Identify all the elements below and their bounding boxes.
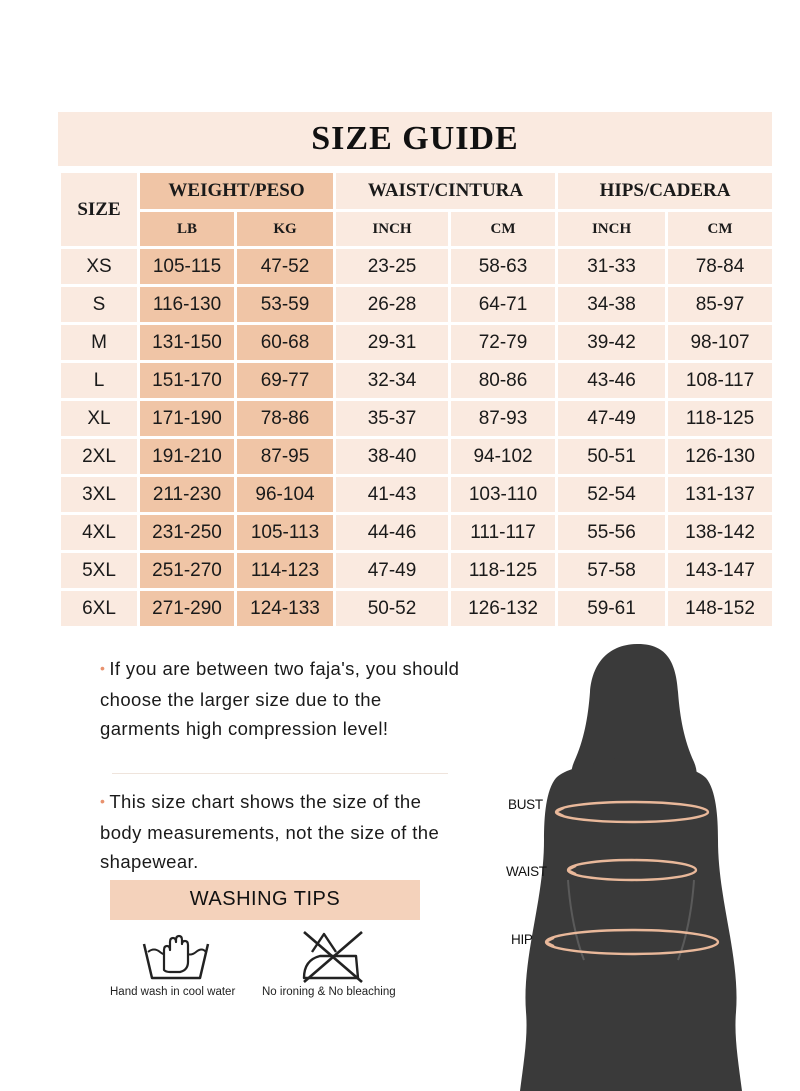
hand-wash-icon bbox=[140, 930, 212, 982]
hips-header: HIPS/CADERA bbox=[558, 173, 772, 209]
weight-kg-cell: 114-123 bbox=[237, 553, 333, 588]
weight-kg-cell: 124-133 bbox=[237, 591, 333, 626]
size-cell: 2XL bbox=[61, 439, 137, 474]
weight-kg-cell: 69-77 bbox=[237, 363, 333, 398]
note-larger-size bbox=[100, 654, 460, 743]
hips-inch-cell: 31-33 bbox=[558, 249, 665, 284]
size-cell: S bbox=[61, 287, 137, 322]
waist-inch-cell: 32-34 bbox=[336, 363, 448, 398]
hips-inch-header: INCH bbox=[558, 212, 665, 246]
waist-cm-cell: 118-125 bbox=[451, 553, 555, 588]
waist-inch-cell: 29-31 bbox=[336, 325, 448, 360]
size-cell: 5XL bbox=[61, 553, 137, 588]
size-cell: XL bbox=[61, 401, 137, 436]
hips-cm-cell: 131-137 bbox=[668, 477, 772, 512]
waist-cm-cell: 94-102 bbox=[451, 439, 555, 474]
waist-cm-cell: 58-63 bbox=[451, 249, 555, 284]
bust-label: BUST bbox=[508, 797, 543, 812]
table-row bbox=[61, 363, 772, 398]
table-row bbox=[61, 249, 772, 284]
hips-cm-cell: 138-142 bbox=[668, 515, 772, 550]
hips-inch-cell: 43-46 bbox=[558, 363, 665, 398]
washing-tips-band bbox=[110, 880, 420, 920]
weight-kg-cell: 96-104 bbox=[237, 477, 333, 512]
weight-lb-cell: 131-150 bbox=[140, 325, 234, 360]
weight-kg-cell: 53-59 bbox=[237, 287, 333, 322]
hand-wash-caption: Hand wash in cool water bbox=[110, 986, 236, 998]
weight-lb-cell: 211-230 bbox=[140, 477, 234, 512]
weight-lb-cell: 171-190 bbox=[140, 401, 234, 436]
weight-lb-cell: 271-290 bbox=[140, 591, 234, 626]
kg-header: KG bbox=[237, 212, 333, 246]
weight-lb-cell: 191-210 bbox=[140, 439, 234, 474]
weight-kg-cell: 78-86 bbox=[237, 401, 333, 436]
size-cell: 3XL bbox=[61, 477, 137, 512]
hip-label: HIP bbox=[511, 932, 533, 947]
waist-inch-header: INCH bbox=[336, 212, 448, 246]
header-row bbox=[61, 173, 772, 209]
weight-header: WEIGHT/PESO bbox=[140, 173, 333, 209]
waist-header: WAIST/CINTURA bbox=[336, 173, 555, 209]
waist-cm-cell: 72-79 bbox=[451, 325, 555, 360]
weight-kg-cell: 60-68 bbox=[237, 325, 333, 360]
waist-inch-cell: 23-25 bbox=[336, 249, 448, 284]
table-row bbox=[61, 325, 772, 360]
waist-inch-cell: 35-37 bbox=[336, 401, 448, 436]
hips-inch-cell: 57-58 bbox=[558, 553, 665, 588]
weight-lb-cell: 151-170 bbox=[140, 363, 234, 398]
waist-cm-header: CM bbox=[451, 212, 555, 246]
hips-cm-header: CM bbox=[668, 212, 772, 246]
waist-cm-cell: 126-132 bbox=[451, 591, 555, 626]
waist-cm-cell: 103-110 bbox=[451, 477, 555, 512]
waist-inch-cell: 50-52 bbox=[336, 591, 448, 626]
size-cell: 4XL bbox=[61, 515, 137, 550]
hips-inch-cell: 47-49 bbox=[558, 401, 665, 436]
note-body-measurements-text: This size chart shows the size of the body measurements, not the size of the shapewear. bbox=[100, 791, 440, 872]
weight-kg-cell: 87-95 bbox=[237, 439, 333, 474]
page-title: SIZE GUIDE bbox=[311, 120, 519, 157]
bullet-dot: • bbox=[100, 660, 106, 676]
hips-inch-cell: 50-51 bbox=[558, 439, 665, 474]
size-header: SIZE bbox=[61, 173, 137, 246]
weight-kg-cell: 105-113 bbox=[237, 515, 333, 550]
subheader-row bbox=[61, 212, 772, 246]
hips-inch-cell: 55-56 bbox=[558, 515, 665, 550]
lb-header: LB bbox=[140, 212, 234, 246]
waist-inch-cell: 26-28 bbox=[336, 287, 448, 322]
washing-tips-title: WASHING TIPS bbox=[189, 888, 341, 910]
hips-cm-cell: 85-97 bbox=[668, 287, 772, 322]
hips-cm-cell: 118-125 bbox=[668, 401, 772, 436]
title-band bbox=[58, 112, 772, 166]
table-row bbox=[61, 401, 772, 436]
hips-cm-cell: 108-117 bbox=[668, 363, 772, 398]
hips-inch-cell: 34-38 bbox=[558, 287, 665, 322]
hips-inch-cell: 39-42 bbox=[558, 325, 665, 360]
note-larger-size-text: If you are between two faja's, you should choose the larger size due to the garments high compression level! bbox=[100, 658, 460, 739]
weight-lb-cell: 116-130 bbox=[140, 287, 234, 322]
hips-cm-cell: 143-147 bbox=[668, 553, 772, 588]
weight-lb-cell: 105-115 bbox=[140, 249, 234, 284]
table-row bbox=[61, 515, 772, 550]
waist-cm-cell: 111-117 bbox=[451, 515, 555, 550]
weight-lb-cell: 251-270 bbox=[140, 553, 234, 588]
table-row bbox=[61, 287, 772, 322]
hips-inch-cell: 52-54 bbox=[558, 477, 665, 512]
waist-inch-cell: 38-40 bbox=[336, 439, 448, 474]
bullet-dot: • bbox=[100, 793, 106, 809]
table-row bbox=[61, 591, 772, 626]
weight-kg-cell: 47-52 bbox=[237, 249, 333, 284]
size-cell: M bbox=[61, 325, 137, 360]
table-row bbox=[61, 477, 772, 512]
waist-cm-cell: 87-93 bbox=[451, 401, 555, 436]
waist-inch-cell: 47-49 bbox=[336, 553, 448, 588]
no-iron-caption: No ironing & No bleaching bbox=[262, 986, 396, 998]
waist-label: WAIST bbox=[506, 864, 547, 879]
size-table bbox=[58, 170, 775, 629]
waist-inch-cell: 41-43 bbox=[336, 477, 448, 512]
weight-lb-cell: 231-250 bbox=[140, 515, 234, 550]
table-row bbox=[61, 553, 772, 588]
size-cell: L bbox=[61, 363, 137, 398]
hips-cm-cell: 98-107 bbox=[668, 325, 772, 360]
hips-cm-cell: 78-84 bbox=[668, 249, 772, 284]
size-cell: XS bbox=[61, 249, 137, 284]
table-row bbox=[61, 439, 772, 474]
no-iron-no-bleach-icon bbox=[298, 928, 368, 984]
size-cell: 6XL bbox=[61, 591, 137, 626]
waist-cm-cell: 80-86 bbox=[451, 363, 555, 398]
hips-cm-cell: 126-130 bbox=[668, 439, 772, 474]
waist-cm-cell: 64-71 bbox=[451, 287, 555, 322]
divider bbox=[112, 773, 448, 774]
waist-inch-cell: 44-46 bbox=[336, 515, 448, 550]
hips-cm-cell: 148-152 bbox=[668, 591, 772, 626]
hips-inch-cell: 59-61 bbox=[558, 591, 665, 626]
note-body-measurements bbox=[100, 787, 460, 876]
